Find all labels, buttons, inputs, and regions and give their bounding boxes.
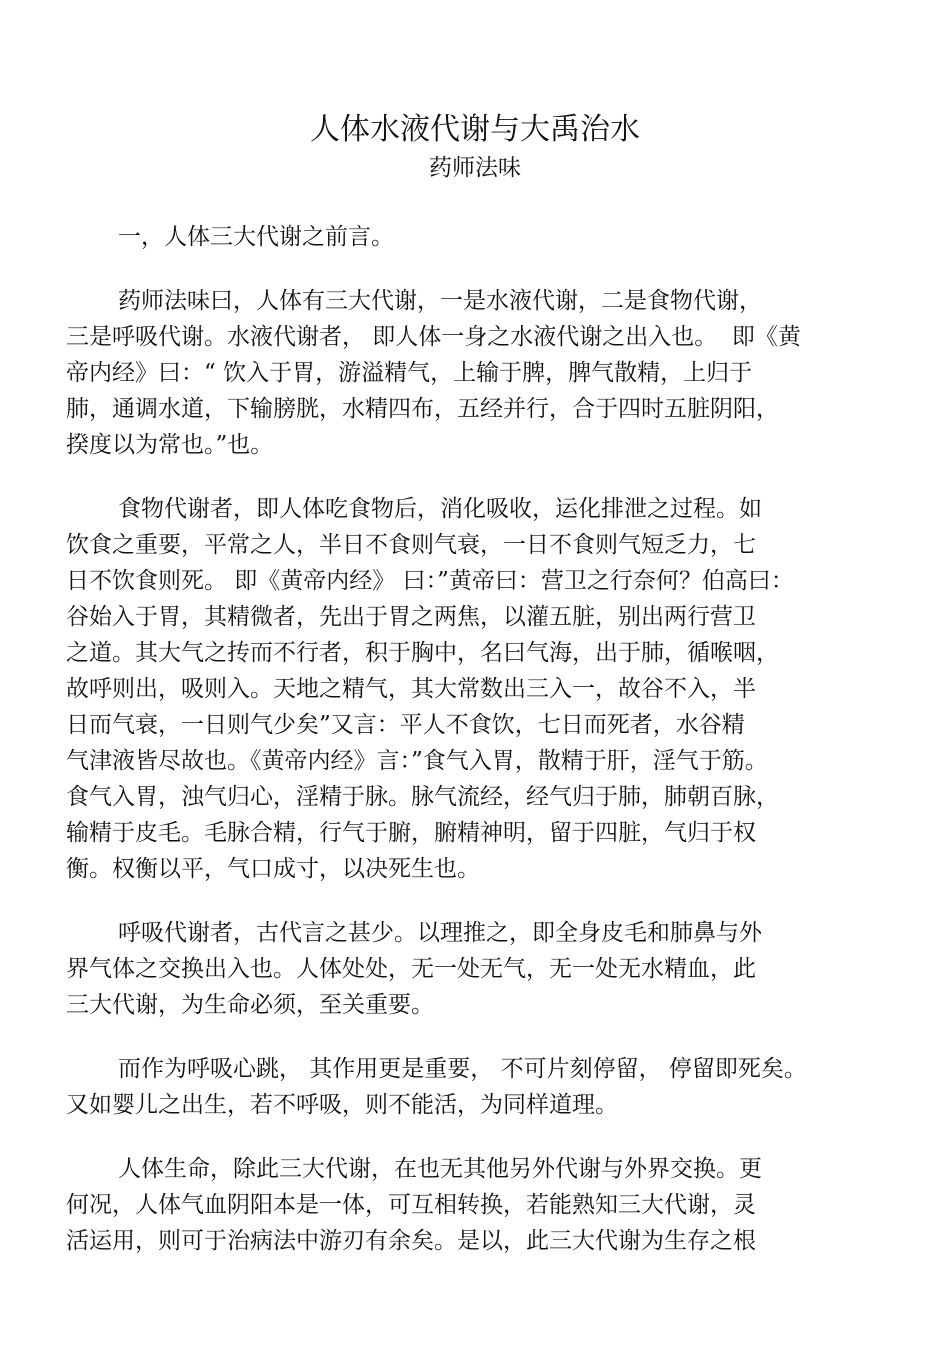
body-line: 帝内经》曰：“ 饮入于胃，游溢精气，上输于脾，脾气散精，上归于 (66, 360, 753, 386)
document-author: 药师法味 (429, 155, 521, 181)
body-line: 人体生命，除此三大代谢，在也无其他另外代谢与外界交换。更 (118, 1156, 762, 1182)
body-line: 揆度以为常也。”也。 (66, 432, 274, 458)
body-line: 气津液皆尽故也。《黄帝内经》言：”食气入胃，散精于肝，淫气于筋。 (66, 748, 768, 774)
body-line: 日不饮食则死。 即《黄帝内经》 曰：”黄帝曰：营卫之行奈何？伯高曰： (66, 568, 794, 594)
document-title: 人体水液代谢与大禹治水 (310, 112, 640, 147)
body-line: 界气体之交换出入也。人体处处，无一处无气，无一处无水精血，此 (66, 956, 756, 982)
body-line: 谷始入于胃，其精微者，先出于胃之两焦，以灌五脏，别出两行营卫 (66, 604, 756, 630)
body-line: 呼吸代谢者，古代言之甚少。以理推之，即全身皮毛和肺鼻与外 (118, 920, 762, 946)
body-line: 输精于皮毛。毛脉合精，行气于腑，腑精神明，留于四脏，气归于权 (66, 820, 756, 846)
section-heading: 一，人体三大代谢之前言。 (118, 224, 394, 250)
body-line: 活运用，则可于治病法中游刃有余矣。是以，此三大代谢为生存之根 (66, 1228, 756, 1254)
body-line: 食气入胃，浊气归心，淫精于脉。脉气流经，经气归于肺，肺朝百脉， (66, 784, 779, 810)
body-line: 衡。权衡以平，气口成寸，以决死生也。 (66, 856, 480, 882)
body-line: 又如婴儿之出生，若不呼吸，则不能活，为同样道理。 (66, 1092, 618, 1118)
body-line: 何况，人体气血阴阳本是一体，可互相转换，若能熟知三大代谢，灵 (66, 1192, 756, 1218)
body-line: 日而气衰，一日则气少矣”又言：平人不食饮，七日而死者，水谷精 (66, 712, 745, 738)
body-line: 三是呼吸代谢。水液代谢者， 即人体一身之水液代谢之出入也。 即《黄 (66, 324, 801, 350)
body-line: 而作为呼吸心跳， 其作用更是重要， 不可片刻停留， 停留即死矣。 (118, 1056, 807, 1082)
body-line: 肺，通调水道，下输膀胱，水精四布，五经并行，合于四时五脏阴阳， (66, 396, 779, 422)
body-line: 药师法味曰，人体有三大代谢，一是水液代谢，二是食物代谢， (118, 288, 762, 314)
body-line: 食物代谢者，即人体吃食物后，消化吸收，运化排泄之过程。如 (118, 496, 762, 522)
body-line: 故呼则出，吸则入。天地之精气，其大常数出三入一，故谷不入，半 (66, 676, 756, 702)
body-line: 饮食之重要，平常之人，半日不食则气衰，一日不食则气短乏力，七 (66, 532, 756, 558)
body-line: 之道。其大气之抟而不行者，积于胸中，名曰气海，出于肺，循喉咽， (66, 640, 779, 666)
body-line: 三大代谢，为生命必须，至关重要。 (66, 992, 434, 1018)
